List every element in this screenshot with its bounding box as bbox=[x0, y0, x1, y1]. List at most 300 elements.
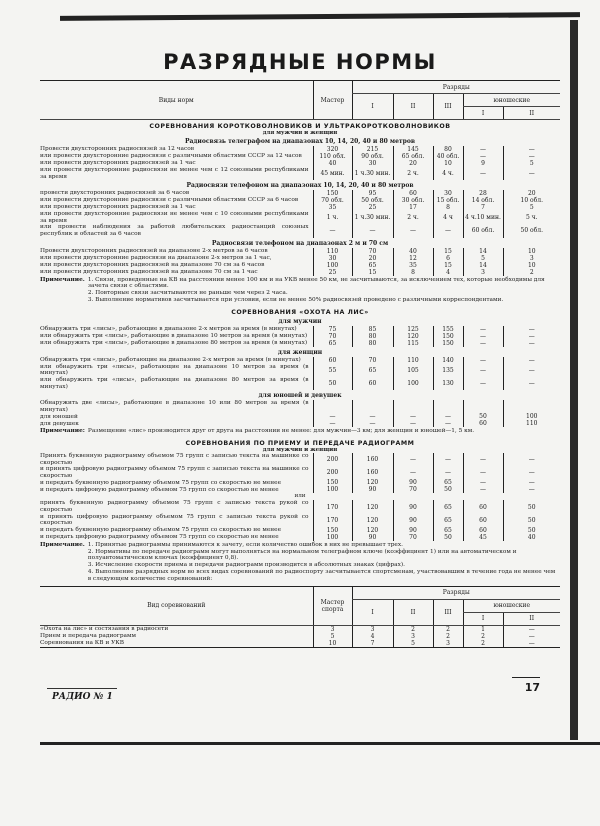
norm-description: или провести двухсторонних радиосвязей на диапазоне 70 см за 6 часов bbox=[40, 261, 265, 268]
header-junior-1: I bbox=[463, 107, 503, 120]
table-row bbox=[40, 153, 560, 160]
norm-value: 60 bbox=[463, 527, 503, 534]
table-row bbox=[40, 333, 560, 340]
note-list bbox=[88, 542, 560, 583]
norm-value bbox=[433, 400, 463, 413]
norm-value: 7 bbox=[352, 640, 393, 648]
header-ranks: Разряды bbox=[352, 81, 560, 94]
norm-value: — bbox=[503, 640, 560, 648]
norm-description: или провести наблюдения за работой любительских радиостанций союзных республик и областей за 6 часов bbox=[40, 224, 309, 237]
final-header-ranks: Разряды bbox=[352, 586, 560, 599]
group-header-row bbox=[40, 180, 560, 190]
norm-value: 100 bbox=[313, 534, 352, 541]
note-list bbox=[88, 428, 474, 435]
norm-value: 50 bbox=[503, 500, 560, 513]
norm-value: — bbox=[463, 357, 503, 364]
norm-value: — bbox=[433, 413, 463, 420]
norm-value: 50 bbox=[433, 534, 463, 541]
norm-value: 5 bbox=[393, 640, 433, 648]
norm-value: — bbox=[463, 340, 503, 347]
norm-value bbox=[463, 400, 503, 413]
norm-value: 3 bbox=[393, 633, 433, 640]
norm-value: 30 bbox=[352, 160, 393, 167]
norm-description: Обнаружить две «лисы», работающие в диапазоне 10 или 80 метров за время (в минутах) bbox=[40, 400, 309, 413]
table-row bbox=[40, 248, 560, 255]
magazine-name: РАДИО № 1 bbox=[52, 692, 113, 702]
note-item: 3. Исчисление скорости приема и передачи радиограмм производится в абсолютных знаках (цифрах). bbox=[87, 562, 405, 569]
norm-value: 5 bbox=[503, 160, 560, 167]
norm-value: 110 bbox=[393, 357, 433, 364]
norm-description: или обнаружить три «лисы», работающие на диапазоне 80 метров за время (в минутах) bbox=[40, 376, 309, 390]
table-row bbox=[40, 211, 560, 224]
norm-description: или провести двухсторонние радиосвязи с различными областями СССР за 12 часов bbox=[40, 153, 302, 160]
table-row bbox=[40, 527, 560, 534]
norm-value: 3 bbox=[463, 269, 503, 276]
competition-count-table bbox=[40, 586, 560, 648]
norm-value: 35 bbox=[393, 262, 433, 269]
final-header-master: Мастер спорта bbox=[313, 586, 352, 625]
norm-value: 40 bbox=[393, 248, 433, 255]
norm-value: 10 bbox=[503, 248, 560, 255]
norm-value: 2 bbox=[433, 625, 463, 633]
table-row bbox=[40, 413, 560, 420]
norm-description: или обнаружить три «лисы», работающие в диапазоне 80 метров за время (в минутах) bbox=[40, 339, 308, 346]
norm-description: и передать цифровую радиограмму объемом 75 групп со скоростью не менее bbox=[40, 534, 279, 541]
norm-value: — bbox=[503, 153, 560, 160]
norm-value: 50 bbox=[503, 514, 560, 527]
norm-value: 10 bbox=[433, 160, 463, 167]
norm-value: — bbox=[463, 364, 503, 377]
norm-value: 110 обл. bbox=[313, 153, 352, 160]
norm-value: 95 bbox=[352, 190, 393, 197]
norm-value: 40 bbox=[503, 534, 560, 541]
norm-value: 7 bbox=[463, 204, 503, 211]
group-header-row bbox=[40, 347, 560, 357]
norm-value: 10 обл. bbox=[503, 197, 560, 204]
norm-value: 4 bbox=[352, 633, 393, 640]
norm-value: 60 bbox=[393, 190, 433, 197]
norm-description: для юношей bbox=[40, 413, 78, 420]
norm-value: 120 bbox=[352, 479, 393, 486]
norm-value: 90 bbox=[393, 514, 433, 527]
header-master: Мастер bbox=[313, 81, 352, 120]
table-row bbox=[40, 640, 560, 648]
norm-description: и принять цифровую радиограмму объемом 75 групп с записью текста рукой со скоростью bbox=[40, 513, 309, 527]
norm-value: 4 ч. bbox=[433, 167, 463, 180]
table-row bbox=[40, 340, 560, 347]
table-row bbox=[40, 326, 560, 333]
norm-value: 45 мин. bbox=[313, 167, 352, 180]
group-title: Радиосвязь телеграфом на диапазонах 10, 14, 20, 40 и 80 метров bbox=[184, 138, 416, 145]
norm-value: 90 bbox=[352, 486, 393, 493]
norm-value: 110 bbox=[503, 420, 560, 427]
norms-table bbox=[40, 136, 560, 276]
norm-value: — bbox=[433, 420, 463, 427]
norm-value: 1 ч.30 мин. bbox=[352, 211, 393, 224]
table-row bbox=[40, 514, 560, 527]
norm-value: 65 bbox=[433, 479, 463, 486]
norm-description: для девушек bbox=[40, 420, 79, 427]
group-title: или bbox=[294, 493, 306, 500]
norm-value: 3 bbox=[433, 640, 463, 648]
group-title: для женщин bbox=[277, 348, 323, 356]
norm-value: 140 bbox=[433, 357, 463, 364]
norm-value: 170 bbox=[313, 500, 352, 513]
norms-document bbox=[40, 80, 560, 648]
norm-value: — bbox=[393, 224, 433, 237]
page-title: РАЗРЯДНЫЕ НОРМЫ bbox=[163, 50, 437, 74]
page-number: 17 bbox=[512, 677, 540, 694]
norm-value: 60 bbox=[313, 357, 352, 364]
norm-value bbox=[393, 400, 433, 413]
final-header-rank-2: II bbox=[393, 599, 433, 625]
norm-description: Обнаружить три «лисы», работающие на диапазоне 2-х метров за время (в минутах) bbox=[40, 356, 301, 363]
norm-value: 5 bbox=[313, 633, 352, 640]
norm-value: 90 bbox=[393, 479, 433, 486]
norm-value: 60 обл. bbox=[463, 224, 503, 237]
norm-value: 100 bbox=[313, 262, 352, 269]
section-note bbox=[40, 277, 560, 304]
norm-value: 8 bbox=[393, 269, 433, 276]
table-row bbox=[40, 364, 560, 377]
norm-value: 1 bbox=[463, 625, 503, 633]
norm-value bbox=[503, 400, 560, 413]
note-label: Примечание. bbox=[40, 276, 85, 283]
norm-description: и передать буквенную радиограмму объемом 75 групп со скоростью не менее bbox=[40, 479, 282, 486]
norm-value bbox=[352, 400, 393, 413]
norm-value: 150 bbox=[433, 340, 463, 347]
table-row bbox=[40, 197, 560, 204]
norm-value: 2 bbox=[463, 640, 503, 648]
header-rank-2: II bbox=[393, 94, 433, 120]
final-header-kind: Вид соревнований bbox=[40, 586, 313, 625]
norm-description: Соревнования на КВ и УКВ bbox=[40, 639, 125, 646]
norm-value: 20 bbox=[393, 160, 433, 167]
norm-value: 105 bbox=[393, 364, 433, 377]
norm-value: 80 bbox=[433, 146, 463, 153]
section-title: СОРЕВНОВАНИЯ «ОХОТА НА ЛИС» bbox=[231, 308, 369, 316]
norm-value: 50 обл. bbox=[503, 224, 560, 237]
final-header-rank-3: III bbox=[433, 599, 463, 625]
norm-value: 8 bbox=[433, 204, 463, 211]
scan-edge-bottom bbox=[40, 742, 600, 745]
norm-value: 200 bbox=[313, 466, 352, 479]
norm-value: — bbox=[352, 224, 393, 237]
norm-value: 5 bbox=[463, 255, 503, 262]
norm-value: 60 bbox=[463, 420, 503, 427]
norm-value: — bbox=[503, 357, 560, 364]
norm-value: 120 bbox=[393, 333, 433, 340]
norm-description: Обнаружить три «лисы», работающие в диапазоне 2-х метров за время (в минутах) bbox=[40, 325, 297, 332]
norm-value: — bbox=[463, 453, 503, 466]
norm-value: — bbox=[352, 413, 393, 420]
norm-value: 120 bbox=[352, 500, 393, 513]
norm-value: 40 обл. bbox=[433, 153, 463, 160]
norm-value: — bbox=[433, 224, 463, 237]
norm-value: 15 обл. bbox=[433, 197, 463, 204]
norm-value: 4 ч bbox=[433, 211, 463, 224]
norm-value: 2 bbox=[433, 633, 463, 640]
norm-value: — bbox=[463, 333, 503, 340]
header-rank-1: I bbox=[352, 94, 393, 120]
norm-value: — bbox=[503, 333, 560, 340]
norm-value: 70 bbox=[313, 333, 352, 340]
norm-value: 30 bbox=[313, 255, 352, 262]
group-header-row bbox=[40, 238, 560, 248]
norm-value: 65 bbox=[313, 340, 352, 347]
norm-value: 75 bbox=[313, 326, 352, 333]
header-junior-2: II bbox=[503, 107, 560, 120]
note-list bbox=[88, 277, 560, 304]
norm-description: и передать цифровую радиограмму объемом 75 групп со скоростью не менее bbox=[40, 486, 279, 493]
norm-value: 320 bbox=[313, 146, 352, 153]
norm-value: 65 bbox=[352, 364, 393, 377]
norm-value: 120 bbox=[352, 527, 393, 534]
table-row bbox=[40, 269, 560, 276]
norm-value: 90 bbox=[352, 534, 393, 541]
norm-value: — bbox=[393, 413, 433, 420]
norm-value: 100 bbox=[393, 377, 433, 390]
norm-value: 14 bbox=[463, 262, 503, 269]
table-row bbox=[40, 453, 560, 466]
table-row bbox=[40, 377, 560, 390]
norm-value: 80 bbox=[352, 333, 393, 340]
scan-edge-right bbox=[570, 20, 578, 740]
norm-value: 25 bbox=[313, 269, 352, 276]
header-kind: Виды норм bbox=[40, 81, 313, 120]
norm-description: и передать буквенную радиограмму объемом 75 групп со скоростью не менее bbox=[40, 527, 282, 534]
norm-value: 12 bbox=[393, 255, 433, 262]
norm-value: 10 bbox=[503, 262, 560, 269]
norm-value: 125 bbox=[393, 326, 433, 333]
norm-value: 2 ч. bbox=[393, 211, 433, 224]
norm-value: 15 bbox=[433, 248, 463, 255]
norm-value: 150 bbox=[433, 333, 463, 340]
section-note bbox=[40, 542, 560, 583]
norm-value: 50 bbox=[433, 486, 463, 493]
norm-value: 55 bbox=[313, 364, 352, 377]
norm-value: 100 bbox=[313, 486, 352, 493]
section-note bbox=[40, 428, 560, 435]
norm-value: — bbox=[463, 167, 503, 180]
norm-value: 17 bbox=[393, 204, 433, 211]
note-item: 1. Принятые радиограммы принимаются к зачету, если количество ошибок в них не превышает трех. bbox=[87, 541, 403, 548]
section-subtitle: для мужчин и женщин bbox=[262, 130, 338, 136]
table-row bbox=[40, 466, 560, 479]
norm-value: 85 bbox=[352, 326, 393, 333]
norm-value: 40 bbox=[313, 160, 352, 167]
section-title: СОРЕВНОВАНИЯ КОРОТКОВОЛНОВИКОВ И УЛЬТРАКОРОТКОВОЛНОВИКОВ bbox=[149, 123, 451, 130]
norm-value: 170 bbox=[313, 514, 352, 527]
norm-value: — bbox=[313, 413, 352, 420]
norms-table bbox=[40, 316, 560, 428]
norm-value: — bbox=[313, 420, 352, 427]
final-header-rank-1: I bbox=[352, 599, 393, 625]
table-row bbox=[40, 224, 560, 237]
norm-value: 150 bbox=[313, 527, 352, 534]
norm-value: 10 bbox=[313, 640, 352, 648]
norm-value: 145 bbox=[393, 146, 433, 153]
group-title: Радиосвязи телефоном на диапазонах 2 м и 70 см bbox=[211, 239, 389, 247]
norm-value: 4 bbox=[433, 269, 463, 276]
norm-value: — bbox=[463, 466, 503, 479]
note-item: 2. Повторные связи засчитываются не раньше чем через 2 часа. bbox=[87, 290, 288, 297]
norm-value: 90 обл. bbox=[352, 153, 393, 160]
norm-value: — bbox=[503, 340, 560, 347]
group-header-row bbox=[40, 390, 560, 400]
norm-description: или провести двухсторонние радиосвязи на диапазоне 2-х метров за 1 час, bbox=[40, 254, 272, 261]
scan-edge-top bbox=[60, 12, 580, 21]
norm-description: или провести двухсторонних радиосвязей за 1 час bbox=[40, 204, 196, 211]
norm-value: — bbox=[503, 466, 560, 479]
group-title: для юношей и девушек bbox=[258, 392, 342, 400]
norm-value: — bbox=[433, 453, 463, 466]
table-row bbox=[40, 357, 560, 364]
norm-description: провести двухсторонних радиосвязей за 6 часов bbox=[40, 190, 190, 197]
table-row bbox=[40, 420, 560, 427]
norm-description: Прием и передача радиограмм bbox=[40, 632, 137, 639]
norm-value: 200 bbox=[313, 453, 352, 466]
note-label: Примечание. bbox=[40, 541, 85, 548]
norm-value: 120 bbox=[352, 514, 393, 527]
norm-value: 70 bbox=[352, 248, 393, 255]
norm-value: 70 обл. bbox=[313, 197, 352, 204]
norm-value: — bbox=[393, 420, 433, 427]
norm-value: 28 bbox=[463, 190, 503, 197]
table-row bbox=[40, 167, 560, 180]
norm-value: 1 ч. bbox=[313, 211, 352, 224]
norm-value: 60 bbox=[463, 514, 503, 527]
norm-value: — bbox=[352, 420, 393, 427]
norm-value: — bbox=[503, 625, 560, 633]
norm-description: Провести двухсторонних радиосвязей за 12 часов bbox=[40, 146, 194, 153]
group-header-row bbox=[40, 316, 560, 326]
final-header-junior: юношеские bbox=[463, 599, 560, 612]
norm-description: Провести двухсторонних радиосвязей на диапазоне 2-х метров за 6 часов bbox=[40, 247, 268, 254]
norm-value: — bbox=[503, 377, 560, 390]
norm-value: — bbox=[503, 167, 560, 180]
table-row bbox=[40, 625, 560, 633]
norm-description: или провести двухсторонние радиосвязи не менее чем с 10 союзными республиками за время bbox=[40, 211, 309, 224]
norm-value: 135 bbox=[433, 364, 463, 377]
norm-value: 60 bbox=[463, 500, 503, 513]
norm-value: 90 bbox=[393, 527, 433, 534]
table-row bbox=[40, 479, 560, 486]
group-header-row bbox=[40, 136, 560, 146]
norm-value: 65 bbox=[433, 500, 463, 513]
norm-value: 20 bbox=[352, 255, 393, 262]
norm-value: 30 обл. bbox=[393, 197, 433, 204]
norms-header-table bbox=[40, 80, 560, 120]
section-title: СОРЕВНОВАНИЯ ПО ПРИЕМУ И ПЕРЕДАЧЕ РАДИОГРАММ bbox=[185, 440, 415, 448]
final-header-junior-2: II bbox=[503, 612, 560, 625]
norm-description: Принять буквенную радиограмму объемом 75 групп с записью текста на машинке со скоростью bbox=[40, 453, 309, 466]
norm-value: 215 bbox=[352, 146, 393, 153]
norm-value: 110 bbox=[313, 248, 352, 255]
norm-value: 65 bbox=[433, 514, 463, 527]
norm-value: 5 bbox=[503, 204, 560, 211]
norm-value: — bbox=[463, 486, 503, 493]
table-row bbox=[40, 160, 560, 167]
table-row bbox=[40, 400, 560, 413]
norm-value: 60 bbox=[352, 377, 393, 390]
norm-value: — bbox=[393, 453, 433, 466]
norm-value: 1 ч.30 мин. bbox=[352, 167, 393, 180]
norm-value: 50 bbox=[503, 527, 560, 534]
norm-description: и принять цифровую радиограмму объемом 75 групп с записью текста на машинке со скоростью bbox=[40, 466, 309, 479]
norm-value: — bbox=[433, 466, 463, 479]
norm-value: 5 ч. bbox=[503, 211, 560, 224]
norm-description: «Охота на лис» и состязания в радиосети bbox=[40, 625, 169, 632]
group-title: Радиосвязи телефоном на диапазонах 10, 14, 20, 40 и 80 метров bbox=[186, 182, 414, 190]
norm-value: 160 bbox=[352, 453, 393, 466]
norm-value: 3 bbox=[313, 625, 352, 633]
norms-table bbox=[40, 453, 560, 541]
norm-value: 70 bbox=[393, 486, 433, 493]
norm-value: 45 bbox=[463, 534, 503, 541]
norm-description: или провести двухсторонних радиосвязей на диапазоне 70 см за 1 час bbox=[40, 268, 258, 275]
table-row bbox=[40, 486, 560, 493]
norm-value: 2 bbox=[463, 633, 503, 640]
norm-value: — bbox=[463, 146, 503, 153]
note-item: 1. Связи, проведенные на КВ на расстоянии менее 100 км и на УКВ менее 50 км, не засчитываются, за исключением тех, которые необходимы для зачета связи с областями. bbox=[87, 276, 545, 290]
norm-value: — bbox=[503, 364, 560, 377]
norm-value: — bbox=[463, 326, 503, 333]
norm-description: принять буквенную радиограмму объемом 75 групп с записью текста рукой со скоростью bbox=[40, 500, 309, 514]
note-item: 2. Нормативы по передаче радиограмм могут выполняться на нормальном телеграфном ключе (коэффициент 1) или на автоматическом и полуавтоматическом ключах (коэффициент 0,8). bbox=[87, 548, 517, 562]
norm-value: 70 bbox=[352, 357, 393, 364]
norm-value: 2 bbox=[393, 625, 433, 633]
table-row bbox=[40, 500, 560, 513]
norm-value: 2 ч. bbox=[393, 167, 433, 180]
norm-value: 3 bbox=[352, 625, 393, 633]
norm-value: — bbox=[393, 466, 433, 479]
norm-value: 150 bbox=[313, 190, 352, 197]
table-row bbox=[40, 534, 560, 541]
header-rank-3: III bbox=[433, 94, 463, 120]
norm-value: 90 bbox=[393, 500, 433, 513]
table-row bbox=[40, 255, 560, 262]
group-title: для мужчин bbox=[278, 317, 322, 325]
norm-value: 3 bbox=[503, 255, 560, 262]
footer-rule bbox=[47, 688, 117, 689]
norm-value: — bbox=[503, 453, 560, 466]
norm-value: 2 bbox=[503, 269, 560, 276]
norm-value: — bbox=[503, 146, 560, 153]
header-junior: юношеские bbox=[463, 94, 560, 107]
norm-value: 80 bbox=[352, 340, 393, 347]
norm-description: или провести двухсторонних радиосвязей за 1 час bbox=[40, 160, 196, 167]
norm-value: 30 bbox=[433, 190, 463, 197]
table-row bbox=[40, 146, 560, 153]
norm-value: 15 bbox=[352, 269, 393, 276]
norm-value: — bbox=[463, 153, 503, 160]
norm-value: 150 bbox=[313, 479, 352, 486]
note-item: 4. Выполнение разрядных норм во всех видах соревнований по радиоспорту засчитывается спортсменам, участвовавшим в течение года не менее чем в следующем количестве соревнований: bbox=[87, 569, 556, 582]
norm-value: — bbox=[503, 326, 560, 333]
norm-value: 35 bbox=[313, 204, 352, 211]
norm-value: 65 bbox=[352, 262, 393, 269]
norm-value bbox=[313, 400, 352, 413]
norm-description: или обнаружить три «лисы», работающие в диапазоне 10 метров за время (в минутах) bbox=[40, 332, 308, 339]
table-row bbox=[40, 633, 560, 640]
norm-value: 115 bbox=[393, 340, 433, 347]
norm-value: 155 bbox=[433, 326, 463, 333]
norm-value: 4 ч.10 мин. bbox=[463, 211, 503, 224]
norm-value: — bbox=[463, 479, 503, 486]
sections bbox=[40, 120, 560, 583]
norm-value: — bbox=[503, 486, 560, 493]
